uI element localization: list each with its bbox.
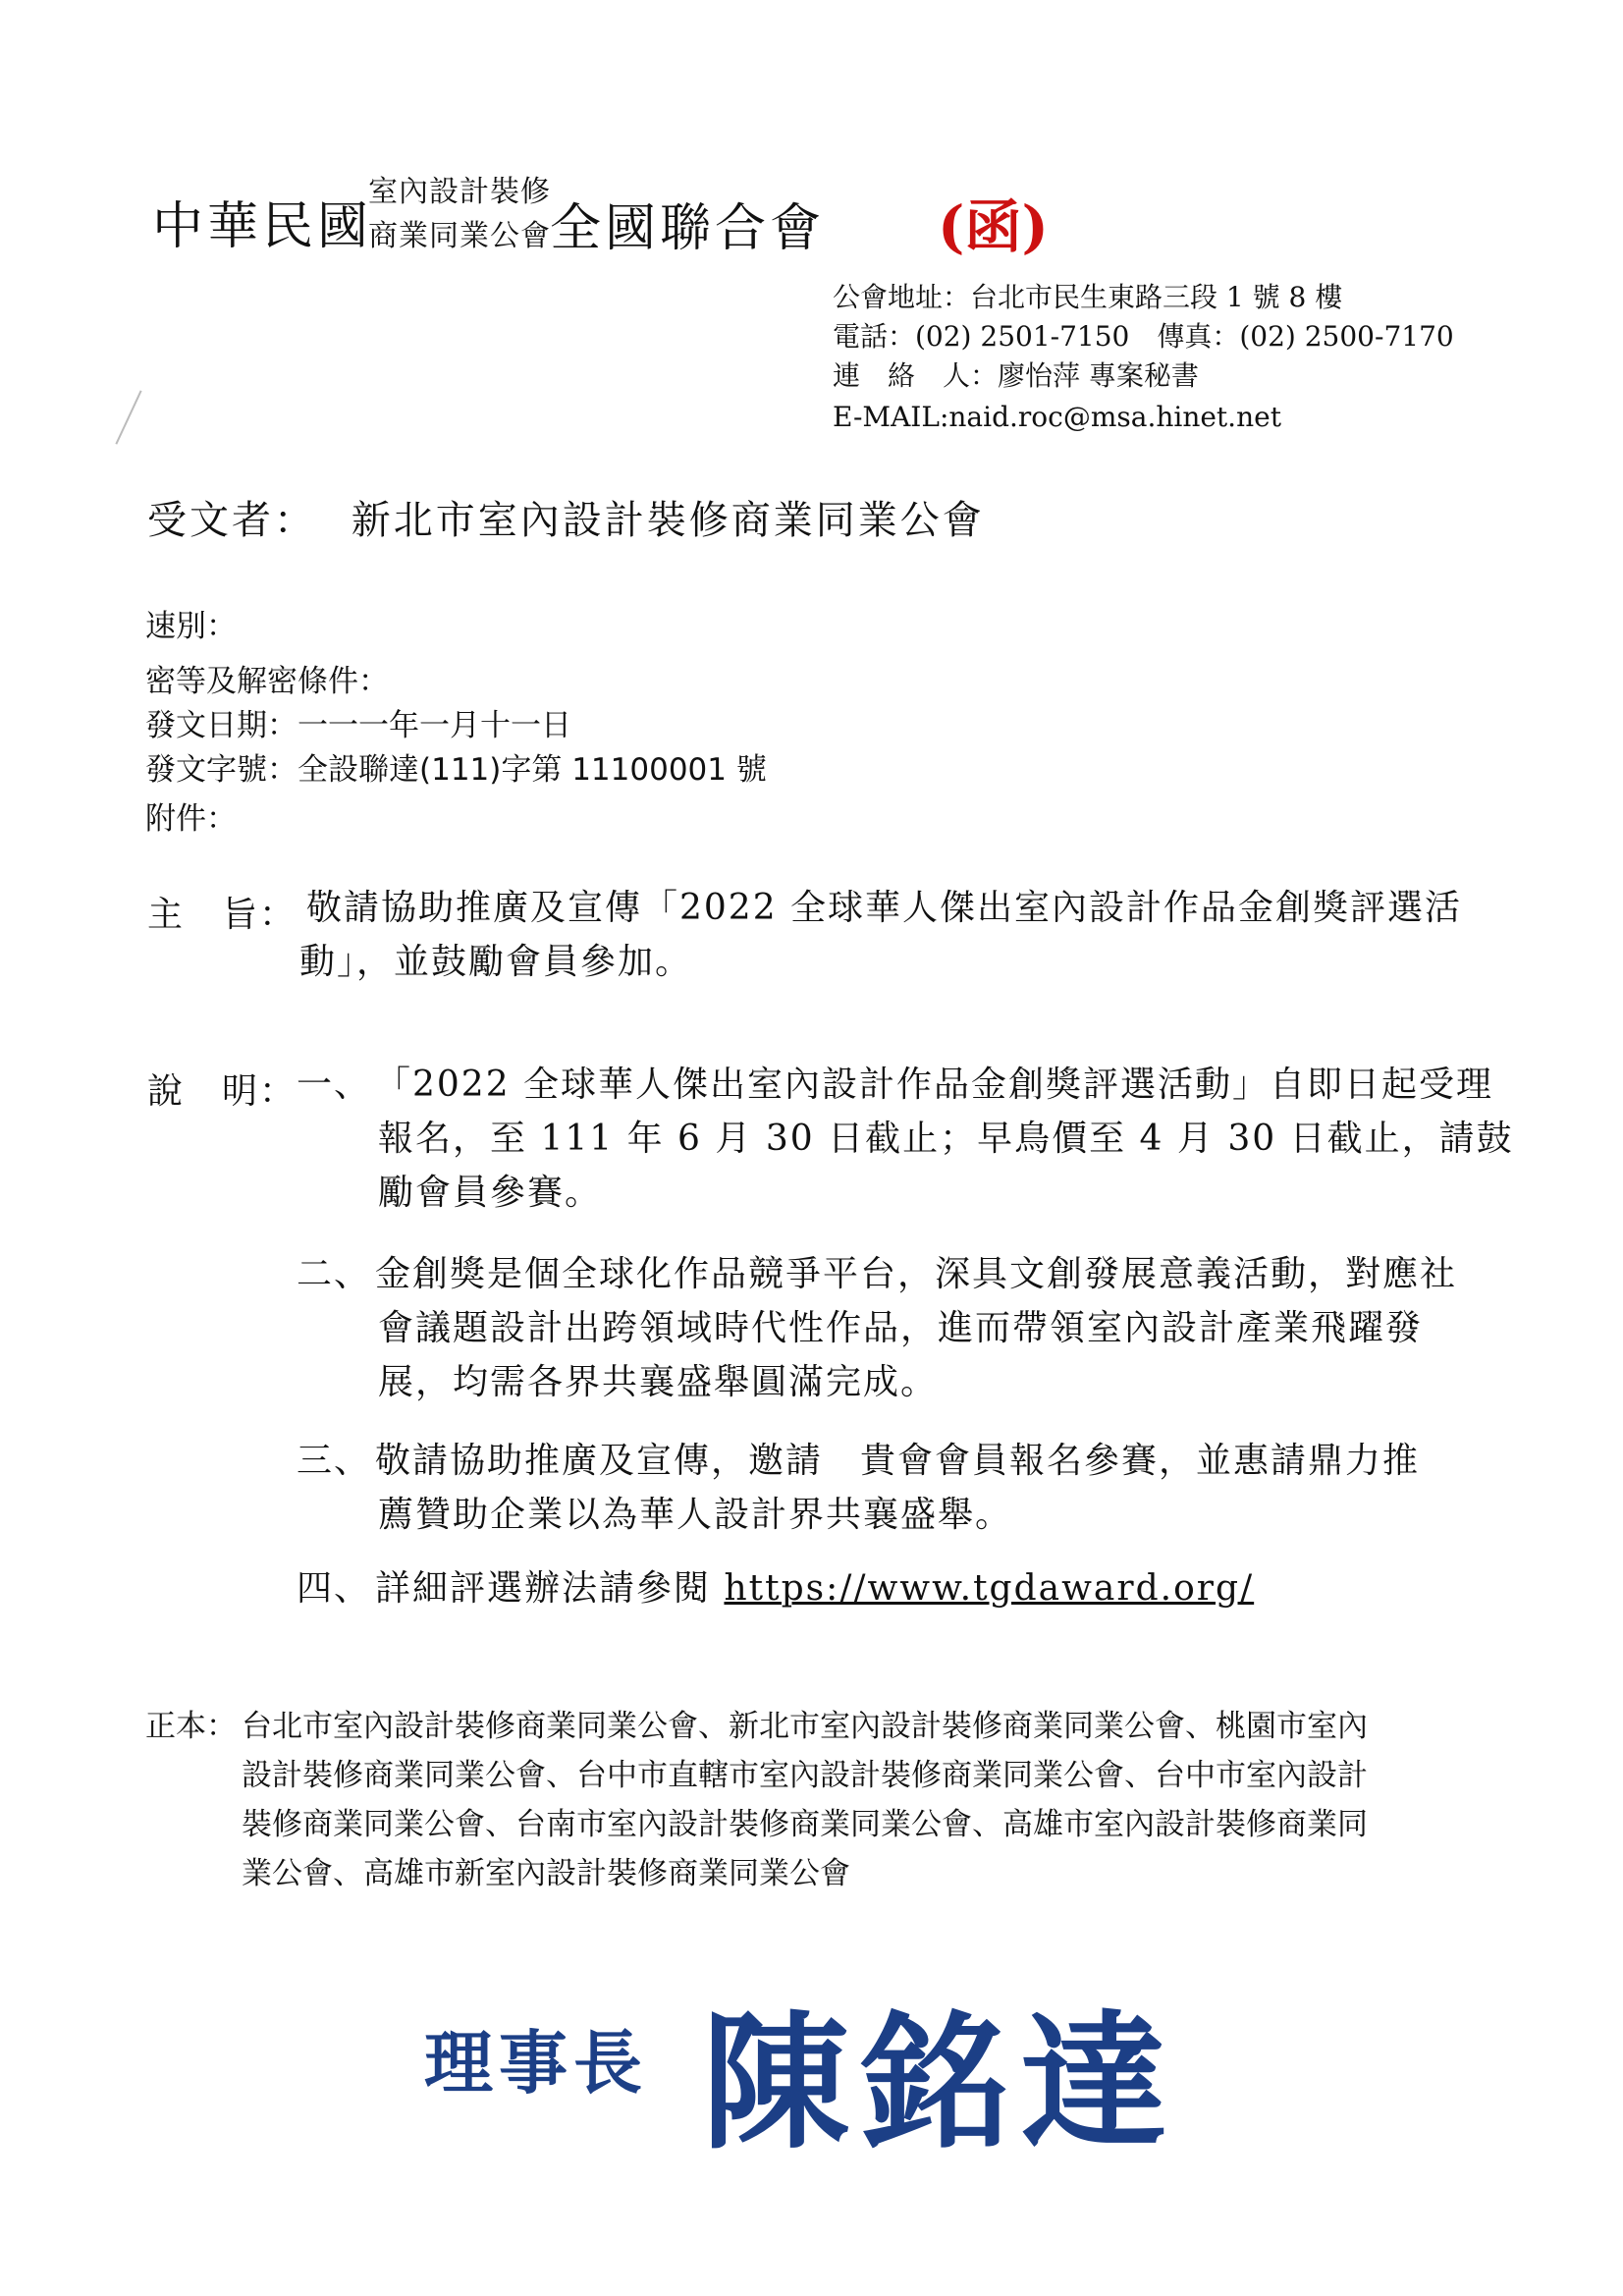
secrecy-field: 密等及解密條件： — [145, 664, 389, 699]
cc-line: 業公會、高雄市新室內設計裝修商業同業公會 — [242, 1856, 850, 1891]
item-3-line: 薦贊助企業以為華人設計界共襄盛舉。 — [378, 1495, 1013, 1535]
org-address: 公會地址：台北市民生東路三段 1 號 8 樓 — [833, 281, 1343, 313]
attachment-field: 附件： — [145, 801, 237, 837]
recipient-name: 新北市室內設計裝修商業同業公會 — [351, 498, 985, 543]
subject-label: 主 旨： — [147, 895, 298, 935]
item-4-number: 四、 — [297, 1568, 372, 1609]
award-website-link[interactable]: https://www.tgdaward.org/ — [724, 1568, 1255, 1609]
item-2-line: 展，均需各界共襄盛舉圓滿完成。 — [378, 1362, 939, 1402]
item-1-line: 「2022 全球華人傑出室內設計作品金創獎評選活動」自即日起受理 — [375, 1065, 1494, 1105]
signatory-title: 理事長 — [424, 2022, 648, 2104]
cc-line: 裝修商業同業公會、台南市室內設計裝修商業同業公會、高雄市室內設計裝修商業同 — [242, 1807, 1368, 1842]
signatory-name: 陳銘達 — [702, 1996, 1180, 2169]
subject-line-1: 敬請協助推廣及宣傳「2022 全球華人傑出室內設計作品金創獎評選活 — [306, 888, 1463, 928]
org-contact-person: 連 絡 人：廖怡萍 專案秘書 — [833, 359, 1199, 392]
recipient-label: 受文者： — [147, 498, 316, 543]
item-2-number: 二、 — [297, 1254, 372, 1294]
cc-line: 台北市室內設計裝修商業同業公會、新北市室內設計裝修商業同業公會、桃園市室內 — [242, 1709, 1368, 1744]
document-type-mark: (函) — [938, 193, 1049, 260]
org-phone-fax: 電話：(02) 2501-7150 傳真：(02) 2500-7170 — [833, 320, 1454, 353]
explanation-label: 說 明： — [147, 1071, 298, 1112]
recipient-line — [147, 489, 985, 545]
speed-field: 速別： — [145, 609, 237, 644]
item-1-number: 一、 — [297, 1065, 372, 1105]
subject-line-2: 動」，並鼓勵會員參加。 — [299, 942, 693, 982]
org-email: E-MAIL:naid.roc@msa.hinet.net — [833, 401, 1281, 433]
item-4-text: 詳細評選辦法請參閱 — [375, 1568, 725, 1609]
item-3-line: 敬請協助推廣及宣傳，邀請 貴會會員報名參賽，並惠請鼎力推 — [375, 1441, 1421, 1481]
item-2-line: 會議題設計出跨領域時代性作品，進而帶領室內設計產業飛躍發 — [378, 1308, 1424, 1348]
doc-number-field: 發文字號：全設聯達(111)字第 11100001 號 — [145, 752, 767, 788]
org-name-suffix: 全國聯合會 — [550, 199, 826, 258]
item-3-number: 三、 — [297, 1441, 372, 1481]
scan-mark — [115, 390, 141, 444]
cc-label: 正本： — [145, 1709, 237, 1744]
item-4-line — [375, 1561, 1254, 1615]
issue-date-field: 發文日期：一一一年一月十一日 — [145, 708, 571, 743]
item-1-line: 報名，至 111 年 6 月 30 日截止；早鳥價至 4 月 30 日截止，請鼓 — [378, 1119, 1514, 1159]
item-2-line: 金創獎是個全球化作品競爭平台，深具文創發展意義活動，對應社 — [375, 1254, 1458, 1294]
org-name-small-line2: 商業同業公會 — [368, 219, 551, 253]
org-name-prefix: 中華民國 — [152, 197, 373, 256]
item-1-line: 勵會員參賽。 — [378, 1173, 603, 1213]
org-name-small-line1: 室內設計裝修 — [368, 175, 551, 209]
cc-line: 設計裝修商業同業公會、台中市直轄市室內設計裝修商業同業公會、台中市室內設計 — [242, 1758, 1368, 1793]
